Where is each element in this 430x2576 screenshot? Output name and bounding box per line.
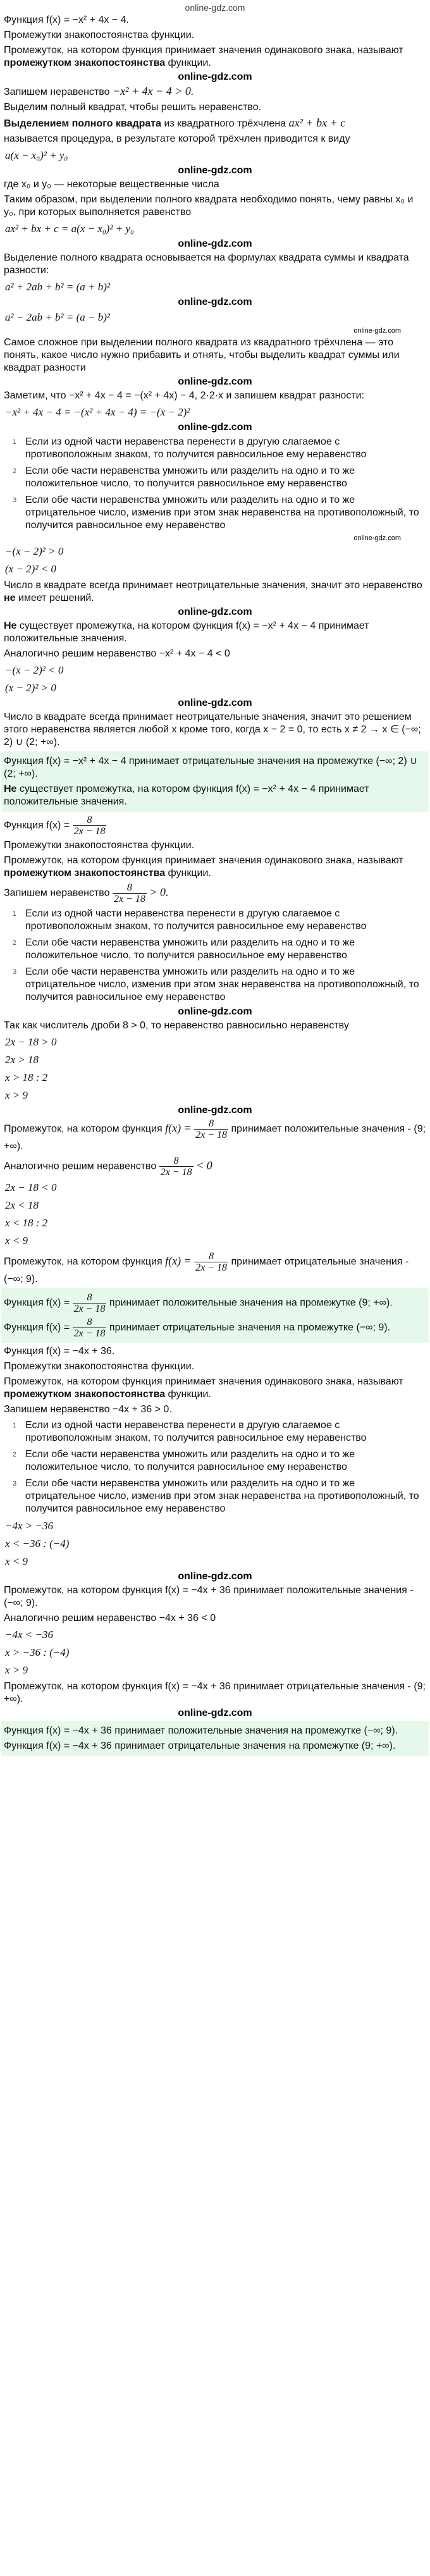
- s1-text-7: где x₀ и y₀ — некоторые вещественные числа: [4, 179, 219, 190]
- s3-title: Функция f(x) = −4x + 36.: [4, 1346, 115, 1357]
- fraction: $\frac{8}{2x - 18}$: [160, 1156, 192, 1178]
- s1-text-11: Заметим, что −x² + 4x − 4 = −(x² + 4x) − 4, 2·2·x и запишем квадрат разности:: [4, 390, 365, 401]
- watermark: online-gdz.com: [178, 71, 252, 82]
- s1-text-15: Число в квадрате всегда принимает неотрицательные значения, значит это решением этого неравенства является любой x кроме того, когда x − 2 = 0, то есть x ≠ 2 → x ∈ (−∞; 2) ∪ (2; +∞).: [4, 712, 421, 748]
- s1-math-3: −(x − 2)² < 0: [5, 664, 64, 676]
- fraction: $\frac{8}{2x - 18}$: [195, 1251, 228, 1273]
- watermark: online-gdz.com: [178, 698, 252, 708]
- s2-answer-2: Функция f(x) = $\frac{8}{2x - 18}$ принимает отрицательные значения на промежутке (−∞; 9).: [4, 1317, 391, 1339]
- list-item: 3 Если обе части неравенства умножить или разделить на одно и то же отрицательное число, изменив при этом знак неравенства на противоположный, то получится равносильное ему неравенство: [13, 966, 419, 1002]
- fraction: $\frac{8}{2x - 18}$: [73, 1317, 106, 1339]
- s1-formula-identity: ax² + bx + c = a(x − x₀)² + y₀: [5, 223, 134, 235]
- s1-text-6: называется процедура, в результате которой трёхчлен приводится к виду: [4, 133, 350, 144]
- s1-answer-1: Функция f(x) = −x² + 4x − 4 принимает отрицательные значения на промежутке (−∞; 2) ∪ (2; +∞).: [4, 756, 417, 779]
- s1-title: Функция f(x) = −x² + 4x − 4.: [4, 15, 129, 25]
- s3-math-1: −4x > −36: [5, 1520, 53, 1532]
- s3-text-1: Промежутки знакопостоянства функции.: [4, 1361, 195, 1372]
- s1-math-2: (x − 2)² < 0: [5, 563, 56, 575]
- watermark: online-gdz.com: [178, 165, 252, 176]
- fraction: $\frac{8}{2x - 18}$: [73, 815, 106, 837]
- fraction: $\frac{8}{2x - 18}$: [195, 1118, 228, 1140]
- s1-answer-box: [1, 751, 429, 812]
- s1-text-4: Выделим полный квадрат, чтобы решить неравенство.: [4, 102, 262, 113]
- fraction: $\frac{8}{2x - 18}$: [113, 882, 145, 904]
- s3-math-5: x > −36 : (−4): [5, 1646, 70, 1658]
- s1-text-10: Самое сложное при выделении полного квадрата из квадратного трёхчлена — это понять, какое число нужно прибавить и отнять, чтобы выделить квадрат суммы или квадрат разности: [4, 337, 400, 373]
- s3-math-2: x < −36 : (−4): [5, 1538, 70, 1550]
- s1-text-5: Выделением полного квадрата из квадратного трёхчлена ax² + bx + c: [4, 116, 346, 129]
- s2-answer-box: [1, 1288, 429, 1343]
- watermark: online-gdz.com: [178, 1006, 252, 1017]
- watermark-small: online-gdz.com: [353, 534, 401, 542]
- s1-formula-diff-square: a² − 2ab + b² = (a − b)²: [5, 311, 110, 323]
- s2-math-2: 2x > 18: [5, 1054, 39, 1066]
- s2-math-3: x > 18 : 2: [5, 1071, 48, 1083]
- s1-rules-list: [4, 434, 426, 534]
- s3-text-4: Промежуток, на котором функция f(x) = −4x + 36 принимает положительные значения - (−∞; 9).: [4, 1585, 414, 1608]
- s2-math-1: 2x − 18 > 0: [5, 1036, 57, 1048]
- section-fraction: [4, 813, 426, 1343]
- s2-math-7: x < 18 : 2: [5, 1217, 48, 1229]
- s2-text-7: Промежуток, на котором функция f(x) = $\frac{8}{2x - 18}$ принимает отрицательные значения - (−∞; 9).: [4, 1251, 409, 1285]
- watermark: online-gdz.com: [178, 1708, 252, 1718]
- list-item: 1 Если из одной части неравенства перенести в другую слагаемое с противоположным знаком, то получится равносильное ему неравенство: [13, 908, 367, 932]
- watermark: online-gdz.com: [178, 238, 252, 249]
- watermark: online-gdz.com: [178, 607, 252, 617]
- s1-math-1: −(x − 2)² > 0: [5, 545, 64, 557]
- s2-text-1: Промежутки знакопостоянства функции.: [4, 840, 195, 851]
- list-item: 2 Если обе части неравенства умножить или разделить на одно и то же положительное число, то получится равносильное ему неравенство: [13, 1449, 355, 1472]
- s3-text-2: Промежуток, на котором функция принимает значения одинакового знака, называют промежутком знакопостоянства функции.: [4, 1376, 403, 1400]
- s1-text-2: Промежуток, на котором функция принимает значения одинакового знака, называют промежутком знакопостоянства функции.: [4, 45, 403, 68]
- s1-formula-sum-square: a² + 2ab + b² = (a + b)²: [5, 281, 110, 293]
- s2-math-4: x > 9: [5, 1089, 28, 1101]
- s3-text-3: Запишем неравенство −4x + 36 > 0.: [4, 1404, 172, 1415]
- s1-formula-vertex: a(x − x₀)² + y₀: [5, 149, 68, 161]
- s3-rules-list: [4, 1417, 426, 1517]
- s2-rules-list: [4, 906, 426, 1006]
- s3-math-4: −4x < −36: [5, 1629, 53, 1641]
- s2-text-5: Промежуток, на котором функция f(x) = $\frac{8}{2x - 18}$ принимает положительные значения - (9; +∞).: [4, 1118, 426, 1152]
- s1-text-13: Не существует промежутка, на котором функция f(x) = −x² + 4x − 4 принимает положительные значения.: [4, 620, 369, 644]
- s2-math-6: 2x < 18: [5, 1199, 39, 1211]
- list-item: 2 Если обе части неравенства умножить или разделить на одно и то же положительное число, то получится равносильное ему неравенство: [13, 937, 355, 961]
- s1-text-1: Промежутки знакопостоянства функции.: [4, 30, 195, 40]
- watermark: online-gdz.com: [178, 1105, 252, 1116]
- watermark: online-gdz.com: [178, 422, 252, 433]
- list-item: 3 Если обе части неравенства умножить или разделить на одно и то же отрицательное число, изменив при этом знак неравенства на противоположный, то получится равносильное ему неравенство: [13, 495, 419, 531]
- fraction: $\frac{8}{2x - 18}$: [73, 1292, 106, 1314]
- watermark: online-gdz.com: [178, 297, 252, 307]
- s1-text-3: Запишем неравенство −x² + 4x − 4 > 0.: [4, 85, 194, 97]
- s2-answer-1: Функция f(x) = $\frac{8}{2x - 18}$ принимает положительные значения на промежутке (9; +∞).: [4, 1292, 393, 1314]
- section-linear: [4, 1344, 426, 1756]
- s2-text-6: Аналогично решим неравенство $\frac{8}{2x - 18}$ < 0: [4, 1156, 212, 1178]
- s2-math-5: 2x − 18 < 0: [5, 1181, 57, 1193]
- watermark: online-gdz.com: [178, 1571, 252, 1582]
- s1-answer-2: Не существует промежутка, на котором функция f(x) = −x² + 4x − 4 принимает положительные значения.: [4, 784, 369, 807]
- list-item: 3 Если обе части неравенства умножить или разделить на одно и то же отрицательное число, изменив при этом знак неравенства на противоположный, то получится равносильное ему неравенство: [13, 1478, 419, 1514]
- s3-math-3: x < 9: [5, 1555, 28, 1567]
- list-item: 2 Если обе части неравенства умножить или разделить на одно и то же положительное число, то получится равносильное ему неравенство: [13, 465, 355, 489]
- watermark-small: online-gdz.com: [353, 327, 401, 335]
- watermark: online-gdz.com: [178, 376, 252, 387]
- section-quadratic: [4, 13, 426, 812]
- s3-text-5: Аналогично решим неравенство −4x + 36 < 0: [4, 1613, 216, 1624]
- list-item: 1 Если из одной части неравенства перенести в другую слагаемое с противоположным знаком, то получится равносильное ему неравенство: [13, 1420, 367, 1443]
- s2-text-4: Так как числитель дроби 8 > 0, то неравенство равносильно неравенству: [4, 1020, 349, 1031]
- s3-text-6: Промежуток, на котором функция f(x) = −4x + 36 принимает отрицательные значения - (9; +∞).: [4, 1681, 426, 1704]
- s2-math-8: x < 9: [5, 1235, 28, 1247]
- s3-math-6: x > 9: [5, 1664, 28, 1676]
- s3-answer-1: Функция f(x) = −4x + 36 принимает положительные значения на промежутке (−∞; 9).: [4, 1725, 398, 1736]
- s1-text-9: Выделение полного квадрата основывается на формулах квадрата суммы и квадрата разности:: [4, 252, 409, 276]
- site-logo: online-gdz.com: [185, 3, 245, 13]
- list-item: 1 Если из одной части неравенства перенести в другую слагаемое с противоположным знаком, то получится равносильное ему неравенство: [13, 436, 367, 460]
- s1-text-8: Таким образом, при выделении полного квадрата необходимо понять, чему равны x₀ и y₀, при которых выполняется равенство: [4, 194, 414, 218]
- s3-answer-box: [1, 1721, 429, 1756]
- s2-text-2: Промежуток, на котором функция принимает значения одинакового знака, называют промежутком знакопостоянства функции.: [4, 855, 403, 878]
- s1-text-14: Аналогично решим неравенство −x² + 4x − 4 < 0: [4, 648, 230, 659]
- s2-title: Функция f(x) = $\frac{8}{2x - 18}$: [4, 815, 106, 837]
- s3-answer-2: Функция f(x) = −4x + 36 принимает отрицательные значения на промежутке (9; +∞).: [4, 1741, 396, 1751]
- s1-formula-complete-square: −x² + 4x − 4 = −(x² + 4x − 4) = −(x − 2)²: [5, 406, 190, 418]
- s2-text-3: Запишем неравенство $\frac{8}{2x - 18}$ > 0.: [4, 882, 169, 904]
- s1-text-12: Число в квадрате всегда принимает неотрицательные значения, значит это неравенство не имеет решений.: [4, 580, 422, 603]
- s1-math-4: (x − 2)² > 0: [5, 682, 56, 694]
